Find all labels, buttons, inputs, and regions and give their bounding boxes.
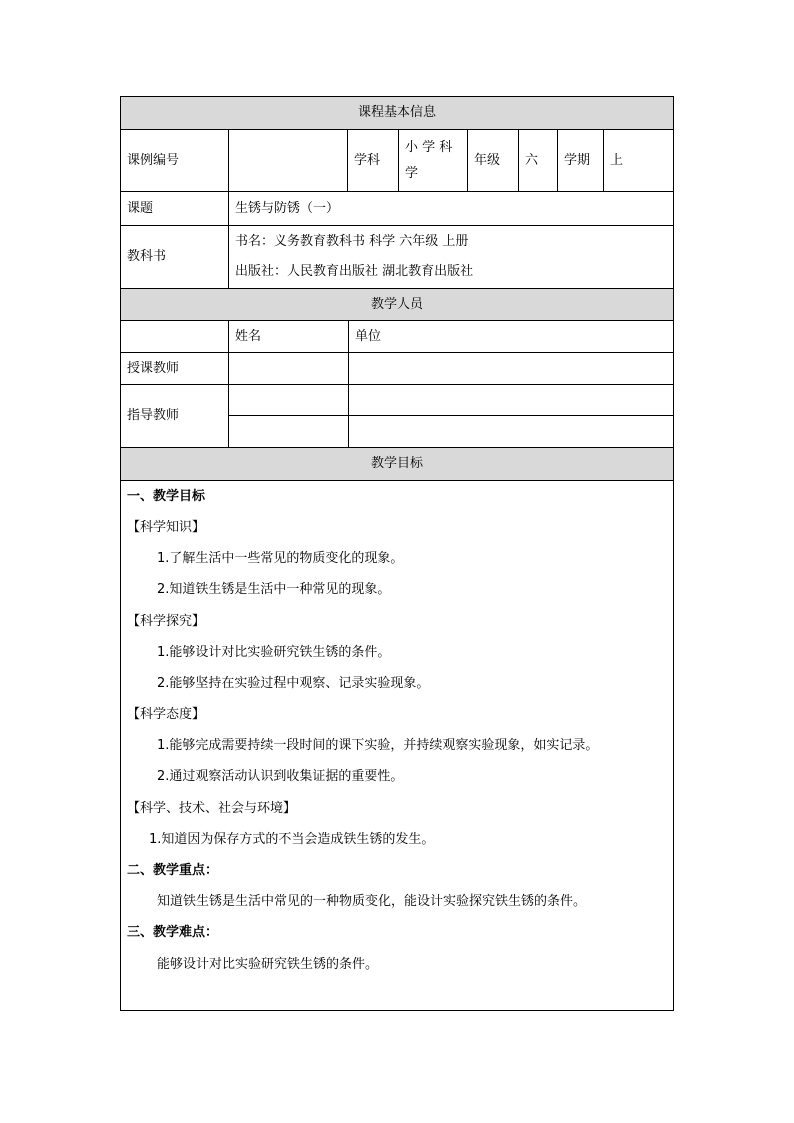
grade-value: 六 (519, 130, 558, 192)
guide-unit-cell-2 (349, 416, 674, 448)
knowledge-item-1: 1.了解生活中一些常见的物质变化的现象。 (157, 551, 404, 566)
key-points-heading: 二、教学重点： (127, 863, 219, 878)
name-column-header: 姓名 (229, 321, 349, 353)
lecturer-label: 授课教师 (121, 353, 229, 385)
guide-teacher-label: 指导教师 (121, 385, 229, 448)
unit-column-header: 单位 (349, 321, 674, 353)
term-value: 上 (604, 130, 674, 192)
knowledge-item-2: 2.知道铁生锈是生活中一种常见的现象。 (157, 582, 391, 597)
topic-label: 课题 (121, 192, 229, 226)
difficulty-heading: 三、教学难点： (127, 925, 219, 940)
lecturer-unit-cell (349, 353, 674, 385)
grade-label: 年级 (468, 130, 519, 192)
subject-label: 学科 (348, 130, 399, 192)
attitude-title: 【科学态度】 (127, 707, 206, 722)
stse-item-1: 1.知道因为保存方式的不当会造成铁生锈的发生。 (149, 832, 435, 847)
lesson-info-table (120, 96, 674, 1011)
guide-name-cell-1 (229, 385, 349, 416)
subject-value-line1: 小 学 科 (405, 139, 453, 155)
textbook-name-line: 书名：义务教育教科书 科学 六年级 上册 (235, 234, 469, 250)
case-number-label: 课例编号 (121, 130, 229, 192)
staff-corner-cell (121, 321, 229, 353)
goals-content (121, 481, 674, 1011)
goals-heading: 一、教学目标 (127, 489, 206, 504)
stse-title: 【科学、技术、社会与环境】 (127, 801, 297, 816)
textbook-publisher-line: 出版社：人民教育出版社 湖北教育出版社 (235, 264, 474, 279)
knowledge-title: 【科学知识】 (127, 520, 206, 535)
attitude-item-1: 1.能够完成需要持续一段时间的课下实验，并持续观察实验现象，如实记录。 (157, 738, 599, 753)
textbook-label: 教科书 (121, 226, 229, 289)
lecturer-name-cell (229, 353, 349, 385)
attitude-item-2: 2.通过观察活动认识到收集证据的重要性。 (157, 769, 404, 784)
key-points-text: 知道铁生锈是生活中常见的一种物质变化，能设计实验探究铁生锈的条件。 (157, 894, 587, 909)
subject-value (399, 130, 468, 192)
term-label: 学期 (558, 130, 604, 192)
inquiry-title: 【科学探究】 (127, 614, 206, 629)
case-number-value (229, 130, 348, 192)
difficulty-text: 能够设计对比实验研究铁生锈的条件。 (157, 957, 379, 972)
section-header-basic-info: 课程基本信息 (121, 97, 674, 130)
section-header-staff: 教学人员 (121, 289, 674, 321)
subject-value-line2: 学 (405, 165, 419, 181)
textbook-value (229, 226, 674, 289)
guide-name-cell-2 (229, 416, 349, 448)
inquiry-item-2: 2.能够坚持在实验过程中观察、记录实验现象。 (157, 676, 430, 691)
inquiry-item-1: 1.能够设计对比实验研究铁生锈的条件。 (157, 645, 391, 660)
topic-value: 生锈与防锈（一） (229, 192, 674, 226)
guide-unit-cell-1 (349, 385, 674, 416)
section-header-goals: 教学目标 (121, 448, 674, 481)
